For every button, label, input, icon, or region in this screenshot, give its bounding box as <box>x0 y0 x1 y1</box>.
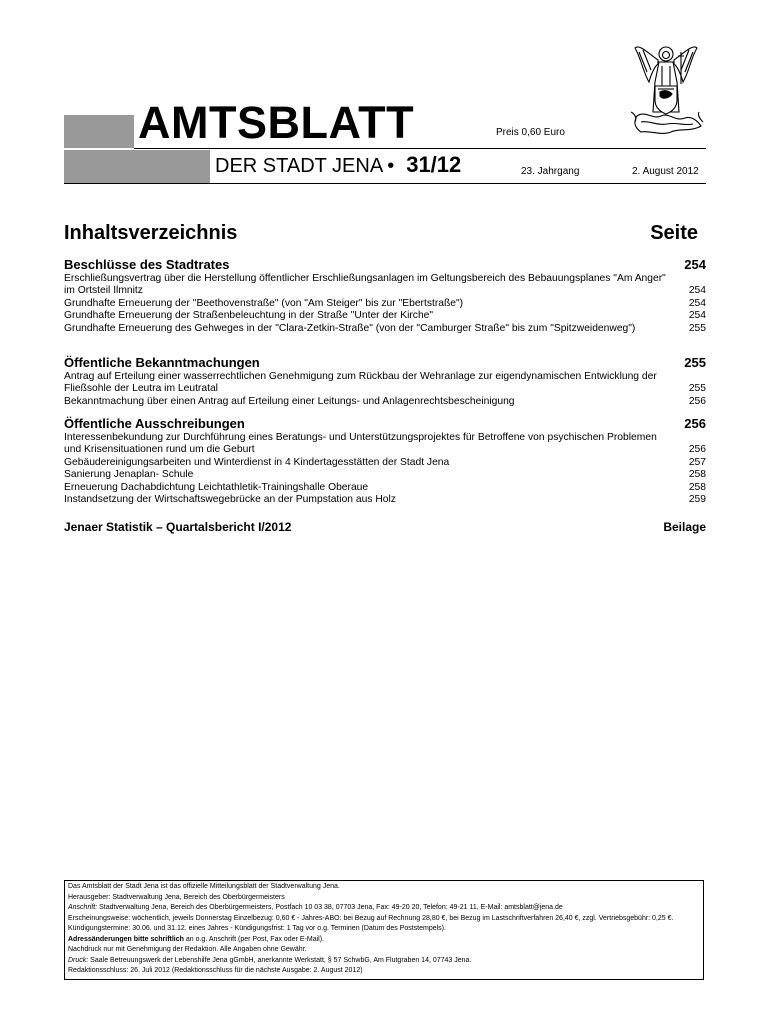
imprint-line: Herausgeber: Stadtverwaltung Jena, Bereich des Oberbürgermeisters <box>68 893 285 901</box>
city-coat-of-arms-icon <box>627 42 705 138</box>
imprint-text: Stadtverwaltung Jena, Bereich des Oberbürgermeisters, Postfach 10 03 38, 07703 Jena, Fax: 49-20 20, Telefon: 49-21 11, E-Mail: amtsblatt@jena.de <box>97 904 563 911</box>
volume-label: 23. Jahrgang <box>521 166 580 177</box>
toc-entry-page: 254 <box>688 285 706 297</box>
masthead-title: AMTSBLATT <box>138 97 415 148</box>
toc-entry-page: 255 <box>688 383 706 395</box>
toc-entry-text: Grundhafte Erneuerung der Straßenbeleuchtung in der Straße "Unter der Kirche" <box>64 310 434 322</box>
toc-entry-page: 254 <box>688 310 706 322</box>
imprint-line: Nachdruck nur mit Genehmigung der Redaktion. Alle Angaben ohne Gewähr. <box>68 946 307 953</box>
imprint-line <box>68 956 700 967</box>
toc-section-announcements <box>64 354 706 408</box>
issue-price: Preis 0,60 Euro <box>496 127 565 138</box>
toc-entry-page: 254 <box>688 297 706 309</box>
toc-entry-text: Grundhafte Erneuerung des Gehweges in der "Clara-Zetkin-Straße" (von der "Camburger Straße" bis zum "Spitzweidenweg") <box>64 322 636 334</box>
toc-entry-page: 257 <box>688 456 706 468</box>
toc-entry <box>64 457 706 469</box>
section-title: Öffentliche Bekanntmachungen <box>64 355 260 370</box>
issue-date: 2. August 2012 <box>632 166 699 177</box>
issue-number: 31/12 <box>406 152 462 177</box>
imprint-line: Redaktionsschluss: 26. Juli 2012 (Redaktionsschluss für die nächste Ausgabe: 2. August 2012) <box>68 967 363 974</box>
toc-entry-text: Erneuerung Dachabdichtung Leichtathletik-Trainingshalle Oberaue <box>64 481 369 493</box>
toc-entry <box>64 371 706 396</box>
toc-entry <box>64 298 706 310</box>
imprint-text: an o.g. Anschrift (per Post, Fax oder E-Mail). <box>183 935 324 943</box>
toc-entry-page: 256 <box>688 395 706 407</box>
masthead-grey-block-bottom <box>64 150 210 183</box>
toc-entry-page: 259 <box>688 494 706 506</box>
toc-entry <box>64 273 706 298</box>
imprint-line <box>68 903 700 914</box>
section-title-row <box>64 256 706 273</box>
toc-entry-text: Grundhafte Erneuerung der "Beethovenstraße" (von "Am Steiger" bis zur "Ebertstraße") <box>64 297 464 309</box>
imprint-line <box>68 935 700 946</box>
supplement-row <box>64 520 706 536</box>
toc-entry-text: Sanierung Jenaplan- Schule <box>64 469 194 481</box>
section-page: 254 <box>684 257 706 272</box>
toc-section-tenders <box>64 415 706 506</box>
imprint-text: Saale Betreuungswerk der Lebenshilfe Jena gGmbH, anerkannte Werkstatt, § 57 SchwbG, Am Flutgraben 14, 07743 Jena. <box>88 956 472 964</box>
supplement-page: Beilage <box>663 520 706 534</box>
toc-entry-text: Erschließungsvertrag über die Herstellung öffentlicher Erschließungsanlagen im Geltungsbereich des Bebauungsplanes "Am Anger" im Ortsteil Ilmnitz <box>64 273 666 297</box>
toc-entry <box>64 396 706 408</box>
imprint-line: Erscheinungsweise: wöchentlich, jeweils Donnerstag Einzelbezug: 0,60 € - Jahres-ABO: bei Bezug auf Rechnung 28,80 €, bei Bezug im Lastschriftverfahren 26,40 €, zzgl. Vertriebsgebühr: 0,25 €. Kündigungstermine: 30.06. und 31.12. eines Jahres - Kündigungsfrist: 1 Tag vor o.g. Terminen (Datum des Poststempels). <box>68 914 674 932</box>
supplement-title: Jenaer Statistik – Quartalsbericht I/2012 <box>64 520 292 534</box>
toc-entry-text: Interessenbekundung zur Durchführung eines Beratungs- und Unterstützungsprojektes für Betroffene von psychischen Problemen und Krisensituationen rund um die Geburt <box>64 432 657 456</box>
toc-entry-text: Instandsetzung der Wirtschaftswegebrücke an der Pumpstation aus Holz <box>64 494 396 506</box>
toc-page-heading: Seite <box>650 222 698 244</box>
toc-entry <box>64 469 706 481</box>
section-title-row <box>64 354 706 371</box>
toc-entry-page: 258 <box>688 469 706 481</box>
toc-entry-page: 256 <box>688 444 706 456</box>
imprint-box <box>64 880 704 980</box>
masthead-subtitle <box>215 153 461 178</box>
section-page: 255 <box>684 355 706 370</box>
toc-entry <box>64 323 706 335</box>
section-title: Öffentliche Ausschreibungen <box>64 416 245 431</box>
toc-entry <box>64 482 706 494</box>
separator-dot: • <box>387 155 395 177</box>
imprint-label: Anschrift: <box>68 904 98 911</box>
toc-entry-text: Gebäudereinigungsarbeiten und Winterdienst in 4 Kindertagesstätten der Stadt Jena <box>64 456 450 468</box>
toc-entry <box>64 310 706 322</box>
imprint-line: Das Amtsblatt der Stadt Jena ist das offizielle Mitteilungsblatt der Stadtverwaltung Jena. <box>68 883 340 890</box>
toc-entry <box>64 494 706 506</box>
imprint-bold: Adressänderungen bitte schriftlich <box>68 935 184 943</box>
toc-section-resolutions <box>64 256 706 335</box>
city-name: DER STADT JENA <box>215 155 384 177</box>
toc-entry-page: 255 <box>688 322 706 334</box>
masthead-rule-top <box>134 148 706 149</box>
section-title-row <box>64 415 706 432</box>
masthead-rule-bottom <box>64 183 706 184</box>
toc-heading: Inhaltsverzeichnis <box>64 222 238 244</box>
masthead-grey-block-top <box>64 115 134 148</box>
section-page: 256 <box>684 416 706 431</box>
toc-entry-text: Bekanntmachung über einen Antrag auf Erteilung einer Leitungs- und Anlagenrechtsbescheinigung <box>64 395 515 407</box>
toc-heading-row <box>64 222 698 245</box>
toc-entry-text: Antrag auf Erteilung einer wasserrechtlichen Genehmigung zum Rückbau der Wehranlage zur eigendynamischen Entwicklung der Fließsohle der Leutra im Leutratal <box>64 371 657 395</box>
toc-entry <box>64 432 706 457</box>
section-title: Beschlüsse des Stadtrates <box>64 257 230 272</box>
toc-entry-page: 258 <box>688 481 706 493</box>
imprint-label: Druck: <box>68 956 89 964</box>
